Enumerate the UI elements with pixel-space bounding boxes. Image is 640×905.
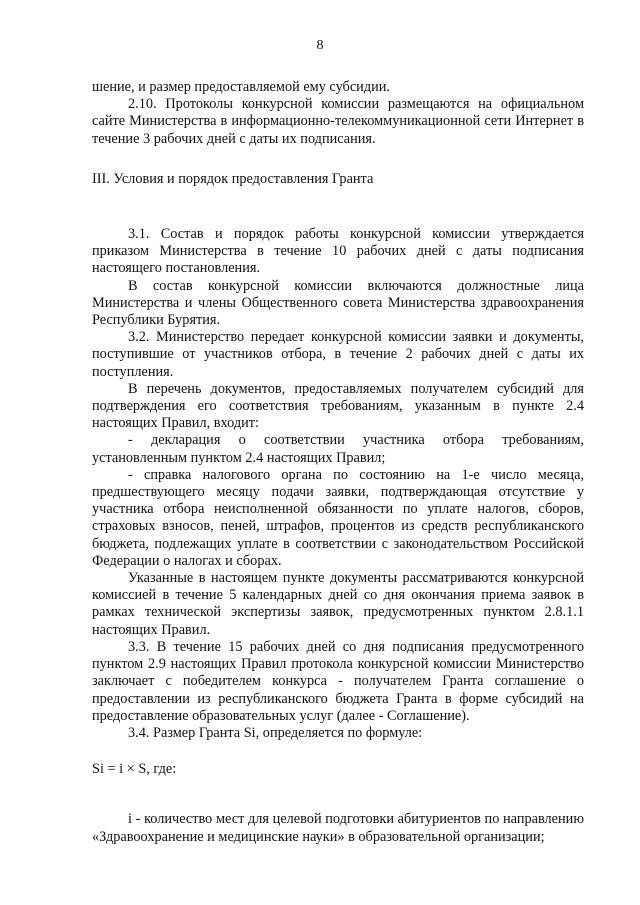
paragraph-3-1: 3.1. Состав и порядок работы конкурсной комиссии утверждается приказом Министерства в течение 10 рабочих дней с даты подписания настоящего постановления.	[92, 226, 584, 277]
paragraph-document-list: В перечень документов, предоставляемых получателем субсидий для подтверждения его соответствия требованиям, указанным в пункте 2.4 настоящих Правил, входит:	[92, 380, 584, 432]
paragraph-continuation: шение, и размер предоставляемой ему субсидии.	[92, 79, 390, 95]
list-item-tax-certificate: - справка налогового органа по состоянию на 1-е число месяца, предшествующего месяцу подачи заявки, подтверждающая отсутствие у участника отбора неисполненной обязанности по уплате налогов, сборов, страховых взносов, пеней, штрафов, процентов из средств республиканского бюджета, подлежащих уплате в соответствии с законодательством Российской Федерации о налогах и сборах.	[92, 466, 584, 569]
paragraph-variable-i: i - количество мест для целевой подготовки абитуриентов по направлению «Здравоохранение и медицинские науки» в образовательной организации;	[92, 811, 584, 845]
document-body	[92, 79, 584, 846]
paragraph-commission-composition: В состав конкурсной комиссии включаются должностные лица Министерства и члены Общественного совета Министерства здравоохранения Республики Бурятия.	[92, 277, 584, 329]
page-number: 8	[316, 38, 324, 53]
list-item-declaration: - декларация о соответствии участника отбора требованиям, установленным пунктом 2.4 настоящих Правил;	[92, 432, 584, 466]
paragraph-3-2: 3.2. Министерство передает конкурсной комиссии заявки и документы, поступившие от участников отбора, в течение 2 рабочих дней с даты их поступления.	[92, 329, 584, 380]
grant-formula: Si = i × S, где:	[92, 761, 177, 778]
paragraph-review-period: Указанные в настоящем пункте документы рассматриваются конкурсной комиссией в течение 5 календарных дней со дня окончания приема заявок в рамках технической экспертизы заявок, предусмотренных пунктом 2.8.1.1 настоящих Правил.	[92, 570, 584, 638]
paragraph-3-4: 3.4. Размер Гранта Si, определяется по формуле:	[128, 724, 423, 741]
paragraph-2-10: 2.10. Протоколы конкурсной комиссии размещаются на официальном сайте Министерства в информационно-телекоммуникационной сети Интернет в течение 3 рабочих дней с даты их подписания.	[92, 96, 584, 147]
section-heading: III. Условия и порядок предоставления Гранта	[92, 170, 374, 187]
paragraph-3-3: 3.3. В течение 15 рабочих дней со дня подписания предусмотренного пунктом 2.9 настоящих Правил протокола конкурсной комиссии Министерство заключает с победителем конкурса - получателем Гранта соглашение о предоставлении из республиканского бюджета Гранта в форме субсидий на предоставление образовательных услуг (далее - Соглашение).	[92, 638, 584, 724]
